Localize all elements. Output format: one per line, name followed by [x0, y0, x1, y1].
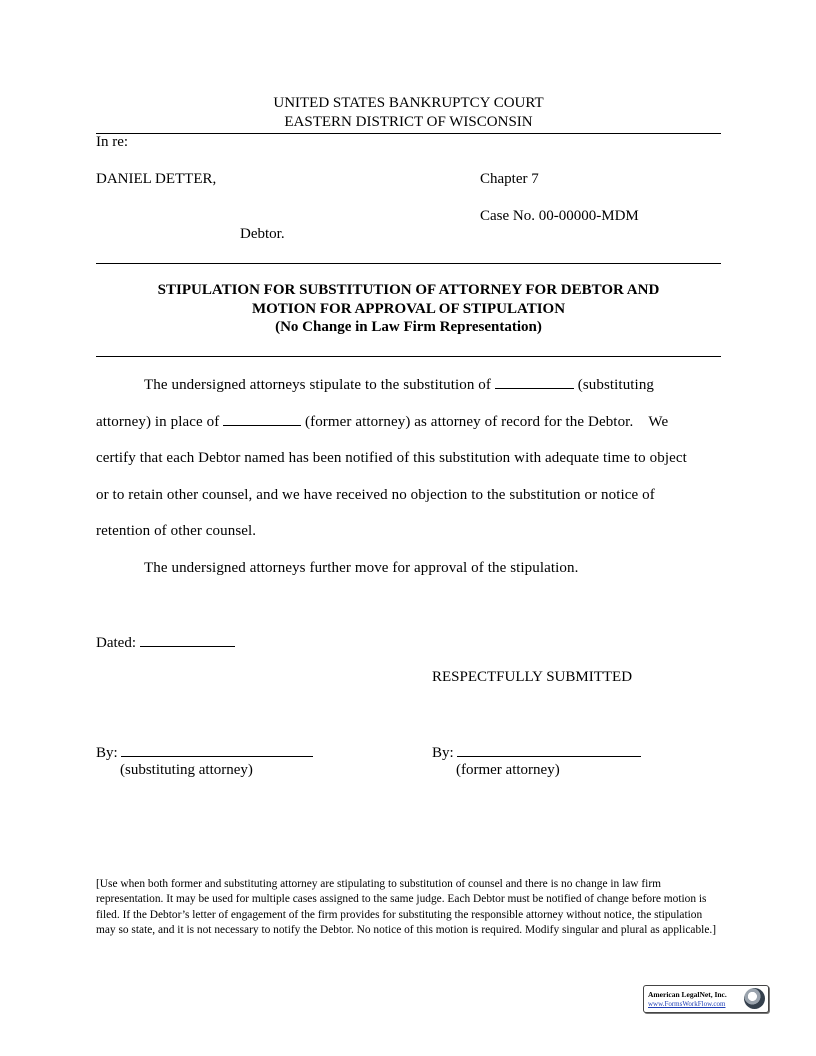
debtor-name: DANIEL DETTER,	[96, 171, 217, 187]
substituting-attorney-caption: (substituting attorney)	[120, 762, 253, 778]
document-title-line2: MOTION FOR APPROVAL OF STIPULATION	[251, 301, 566, 317]
by-label: By:	[432, 745, 454, 761]
body-line-4: or to retain other counsel, and we have received no objection to the substitution or notice of	[96, 487, 655, 503]
debtor-label: Debtor.	[240, 226, 285, 242]
logo-globe-icon	[744, 988, 765, 1009]
chapter-label: Chapter 7	[480, 171, 539, 187]
body-line-3: certify that each Debtor named has been notified of this substitution with adequate time to object	[96, 450, 687, 466]
date-blank[interactable]	[140, 634, 235, 647]
header-divider	[96, 133, 721, 134]
body-text: attorney) in place of	[96, 414, 220, 430]
footer-logo[interactable]	[643, 985, 769, 1013]
logo-website-link[interactable]: www.FormsWorkFlow.com	[648, 1000, 726, 1008]
instruction-note: [Use when both former and substituting attorney are stipulating to substitution of counsel and there is no change in law firm representation. It may be used for multiple cases assigned to the same judge. Each Debtor must be notified of change before motion is filed. If the Debtor’s letter of engagement of the firm provides for substituting the responsible attorney without notice, the stipulation may so state, and it is not necessary to notify the Debtor. No notice of this motion is required. Modify singular and plural as applicable.]	[96, 878, 717, 937]
signature-block-substituting	[96, 744, 313, 762]
body-text: (former attorney) as attorney of record for the Debtor. We	[305, 414, 669, 430]
dated-line	[96, 634, 235, 652]
court-district: EASTERN DISTRICT OF WISCONSIN	[284, 114, 533, 130]
caption-divider	[96, 263, 721, 264]
body-line-5: retention of other counsel.	[96, 523, 257, 539]
body-text: (substituting	[577, 377, 655, 393]
respectfully-submitted: RESPECTFULLY SUBMITTED	[432, 669, 633, 685]
case-number: Case No. 00-00000-MDM	[480, 208, 639, 224]
body-paragraph-2: The undersigned attorneys further move for approval of the stipulation.	[144, 560, 579, 576]
court-name: UNITED STATES BANKRUPTCY COURT	[273, 95, 544, 111]
in-re-label: In re:	[96, 134, 129, 150]
body-text: The undersigned attorneys stipulate to the substitution of	[144, 377, 491, 393]
document-subtitle: (No Change in Law Firm Representation)	[275, 319, 542, 335]
body-line-1	[96, 376, 721, 394]
substituting-attorney-blank[interactable]	[495, 376, 574, 389]
by-label: By:	[96, 745, 118, 761]
document-title-line1: STIPULATION FOR SUBSTITUTION OF ATTORNEY FOR DEBTOR AND	[157, 282, 660, 298]
body-line-2	[96, 413, 721, 431]
former-signature-line[interactable]	[457, 744, 641, 757]
signature-block-former	[432, 744, 641, 762]
logo-company: American LegalNet, Inc.	[648, 990, 727, 999]
former-attorney-caption: (former attorney)	[456, 762, 560, 778]
former-attorney-blank[interactable]	[223, 413, 301, 426]
dated-label: Dated:	[96, 635, 136, 651]
title-divider	[96, 356, 721, 357]
substituting-signature-line[interactable]	[121, 744, 313, 757]
